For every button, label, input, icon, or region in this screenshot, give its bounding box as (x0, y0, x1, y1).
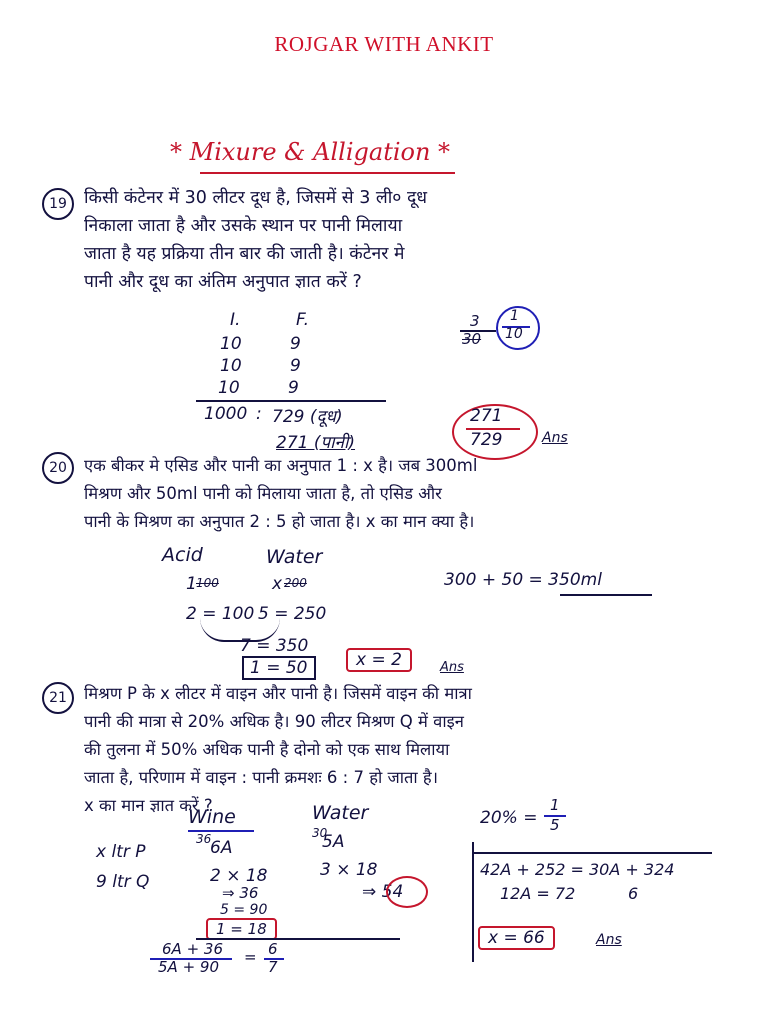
question-19-line: किसी कंटेनर में 30 लीटर दूध है, जिसमें से 3 ली० दूध (84, 188, 428, 208)
q21-wine-top: 36 (196, 832, 212, 846)
q21-frac-eq: = (244, 948, 257, 966)
q21-pct-den: 5 (550, 816, 560, 834)
question-21-line: x का मान ज्ञात करें ? (84, 796, 213, 815)
question-20-text (84, 452, 477, 536)
q21-row1-label: x ltr P (96, 842, 146, 862)
q19-col-final: F. (296, 310, 309, 330)
q21-circle54 (386, 876, 428, 908)
q19-ans-label: Ans (542, 430, 568, 446)
q21-row1-wine: 6A (210, 838, 233, 858)
q19-side-frac-bottom: 30 (462, 330, 482, 348)
q20-one: 1 = 50 (242, 656, 316, 680)
question-20-line: पानी के मिश्रण का अनुपात 2 : 5 हो जाता है। x का मान क्या है। (84, 512, 475, 531)
q20-water-five: 5 = 250 (258, 604, 327, 624)
q20-acid-label: Acid (162, 544, 203, 566)
q21-frac-r-num: 6 (268, 940, 278, 958)
q19-answer-bottom: 729 (470, 430, 503, 450)
q21-pct-num: 1 (550, 796, 560, 814)
question-19-text (84, 184, 427, 296)
q21-eq2: 12A = 72 (500, 884, 576, 903)
question-20-line: मिश्रण और 50ml पानी को मिलाया जाता है, तो एसिड और (84, 484, 442, 503)
q21-five90: 5 = 90 (220, 902, 268, 918)
q21-one18: 1 = 18 (206, 918, 277, 940)
q19-row-initial: 10 (220, 334, 242, 354)
q21-wine-label: Wine (188, 806, 236, 828)
q21-right-vline (472, 842, 474, 962)
q20-water-value: x (272, 574, 283, 594)
q19-col-initial: I. (230, 310, 241, 330)
title-underline (200, 172, 455, 174)
q21-answer: x = 66 (478, 926, 555, 950)
q21-row2-wine: 2 × 18 (210, 866, 268, 886)
q20-sum: 300 + 50 = 350ml (444, 570, 602, 590)
q19-sum-line (196, 400, 386, 402)
question-19-line: निकाला जाता है और उसके स्थान पर पानी मिलाया (84, 216, 403, 236)
question-20-line: एक बीकर मे एसिड और पानी का अनुपात 1 : x है। जब 300ml (84, 456, 478, 475)
q19-result-left: 1000 (204, 404, 248, 424)
q20-acid-two: 2 = 100 (186, 604, 255, 624)
q19-row-initial: 10 (218, 378, 240, 398)
page-title: * Mixure & Alligation * (170, 138, 451, 166)
question-21-line: मिश्रण P के x लीटर में वाइन और पानी है। जिसमें वाइन की मात्रा (84, 684, 472, 703)
q21-ans-label: Ans (596, 932, 622, 948)
question-19-line: जाता है यह प्रक्रिया तीन बार की जाती है। कंटेनर मे (84, 244, 405, 264)
q19-water-value: 271 (पानी) (276, 433, 356, 453)
q19-answer-top: 271 (470, 406, 503, 426)
question-number-20: 20 (42, 452, 74, 484)
q21-water-top: 30 (312, 826, 328, 840)
q21-divider (196, 938, 400, 940)
q20-water-struck: 200 (284, 576, 307, 590)
q19-side-frac-top: 3 (470, 312, 480, 330)
question-21-text (84, 680, 472, 820)
q19-row-initial: 10 (220, 356, 242, 376)
q19-result-sep: : (256, 404, 262, 424)
q20-answer: x = 2 (346, 648, 412, 672)
q21-row2-water: 3 × 18 (320, 860, 378, 880)
q21-eq2b: 6 (628, 884, 639, 903)
question-number-21: 21 (42, 682, 74, 714)
q19-side-circ-bottom: 10 (505, 326, 523, 342)
q21-frac-r-den: 7 (268, 958, 278, 972)
q21-eq1: 42A + 252 = 30A + 324 (480, 860, 675, 879)
question-19-line: पानी और दूध का अंतिम अनुपात ज्ञात करें ? (84, 272, 362, 292)
q19-result-right: 729 (दूध) (272, 407, 343, 427)
q19-side-circ-top: 1 (510, 308, 519, 324)
q21-frac-den: 5A + 90 (158, 958, 219, 972)
question-number-19: 19 (42, 188, 74, 220)
q19-row-final: 9 (290, 356, 301, 376)
question-21-line: जाता है, परिणाम में वाइन : पानी क्रमशः 6 : 7 हो जाता है। (84, 768, 438, 787)
q21-arrow54: ⇒ 54 (362, 882, 404, 902)
q20-water-label: Water (266, 546, 323, 568)
q19-row-final: 9 (288, 378, 299, 398)
q20-acid-value: 1 (186, 574, 197, 594)
q20-ans-label: Ans (440, 660, 464, 675)
q21-row2-label: 9 ltr Q (96, 872, 150, 892)
q21-water-label: Water (312, 802, 369, 824)
q21-row1-water: 5A (322, 832, 345, 852)
q20-sum-underline (560, 594, 652, 596)
q21-arrow36: ⇒ 36 (222, 884, 259, 902)
page-header: ROJGAR WITH ANKIT (274, 32, 494, 56)
question-21-line: पानी की मात्रा से 20% अधिक है। 90 लीटर मिश्रण Q में वाइन (84, 712, 464, 731)
q21-frac-num: 6A + 36 (162, 940, 223, 958)
question-21-line: की तुलना में 50% अधिक पानी है दोनो को एक साथ मिलाया (84, 740, 450, 759)
q20-acid-struck: 100 (196, 576, 219, 590)
q21-pct-left: 20% = (480, 808, 538, 828)
q21-right-hline (472, 852, 712, 854)
q20-seven: 7 = 350 (240, 636, 309, 656)
q19-row-final: 9 (290, 334, 301, 354)
